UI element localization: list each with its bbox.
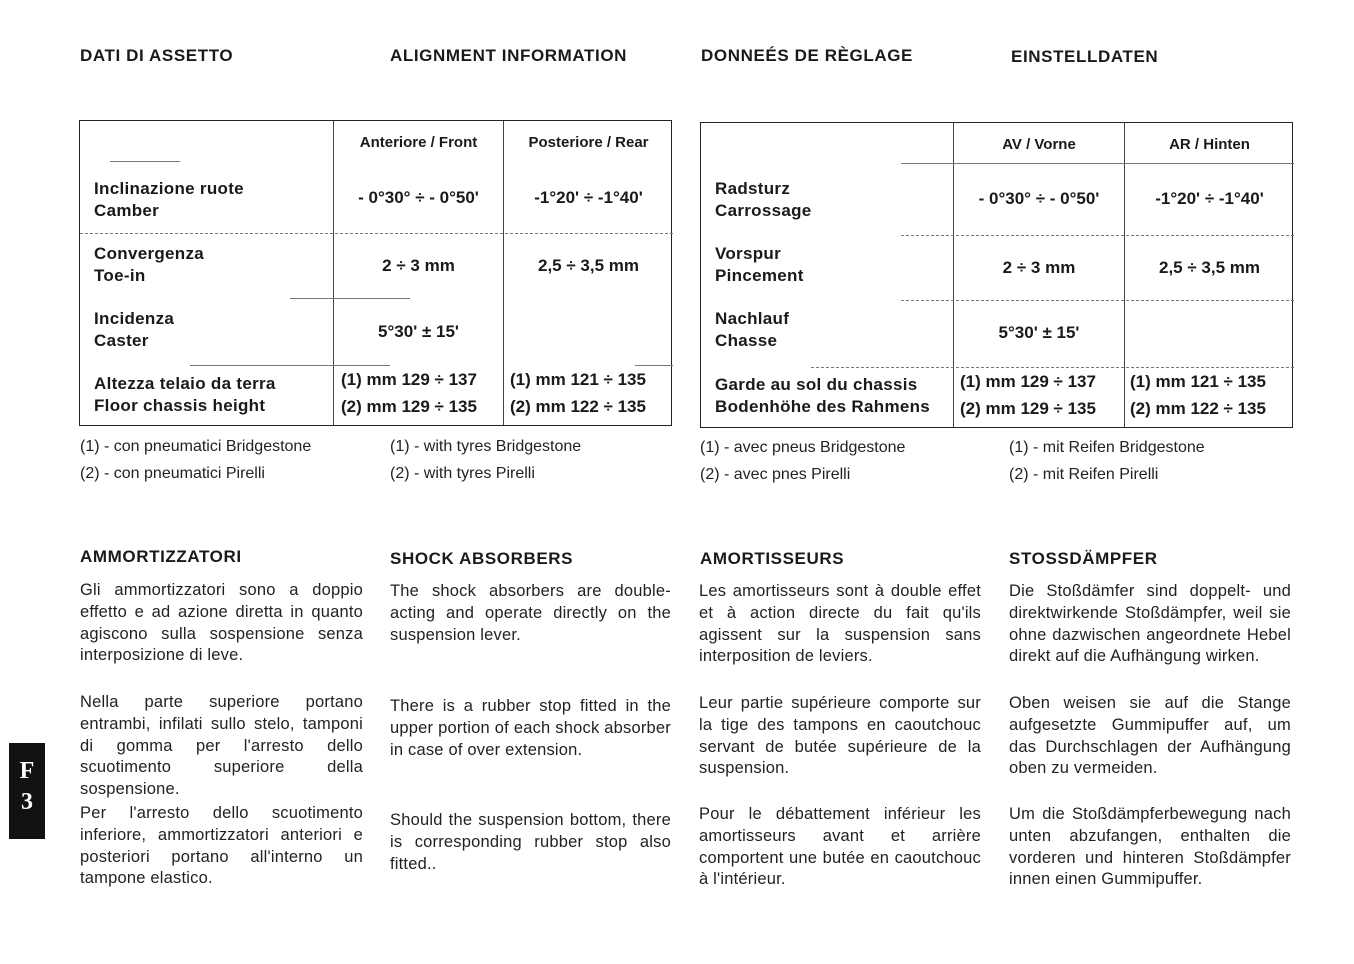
paragraph-it-2: Nella parte superiore portano entrambi, infilati sullo stelo, tamponi di gomma per l'arresto dello scuotimento superiore della sospensione. xyxy=(80,693,363,799)
footnote-it-2: (2) - con pneumatici Pirelli xyxy=(80,465,265,482)
row-label-caster-en: Caster xyxy=(94,331,149,350)
footnote-de-2: (2) - mit Reifen Pirelli xyxy=(1009,466,1159,483)
height-front-value-2: (2) mm 129 ÷ 135 xyxy=(341,397,477,416)
paragraph-fr-3: Pour le débattement inférieur les amortisseurs avant et arrière comportent une butée en caoutchouc à l'intérieur. xyxy=(699,805,981,889)
paragraph-it-3: Per l'arresto dello scuotimento inferiore, ammortizzatori anteriori e posteriori portano all'interno un tampone elastico. xyxy=(80,804,363,888)
paragraph-fr-1: Les amortisseurs sont à double effet et à action directe du fait qu'ils agissent sur la suspension sans interposition de leviers. xyxy=(699,582,981,666)
height-rear-value-2: (2) mm 122 ÷ 135 xyxy=(1130,399,1266,418)
section-title-it: AMMORTIZZATORI xyxy=(80,547,242,566)
column-header-rear: Posteriore / Rear xyxy=(528,134,649,151)
toe-front-value: 2 ÷ 3 mm xyxy=(1002,258,1076,277)
section-title-de: STOSSDÄMPFER xyxy=(1009,549,1158,568)
column-header-front: Anteriore / Front xyxy=(359,134,478,151)
camber-front-value: - 0°30° ÷ - 0°50' xyxy=(978,189,1100,208)
section-tab-number: 3 xyxy=(21,789,33,815)
height-rear-value-1: (1) mm 121 ÷ 135 xyxy=(510,370,646,389)
caster-front-value: 5°30' ± 15' xyxy=(378,322,459,341)
heading-german: EINSTELLDATEN xyxy=(1011,47,1159,66)
row-label-height-en: Floor chassis height xyxy=(94,396,266,415)
paragraph-en-1: The shock absorbers are double-acting and operate directly on the suspension lever. xyxy=(390,582,671,644)
row-label-toe-fr: Pincement xyxy=(715,266,804,285)
footnote-it-1: (1) - con pneumatici Bridgestone xyxy=(80,438,312,455)
paragraph-de-3: Um die Stoßdämpferbewegung nach unten abzufangen, enthalten die vorderen und hinteren Stoßdämpfer innen einen Gummipuffer. xyxy=(1009,805,1291,889)
footnote-de-1: (1) - mit Reifen Bridgestone xyxy=(1009,439,1205,456)
section-title-fr: AMORTISSEURS xyxy=(700,549,845,568)
heading-italian: DATI DI ASSETTO xyxy=(80,46,234,65)
row-separator xyxy=(80,233,673,234)
row-label-caster-de: Nachlauf xyxy=(715,309,790,328)
toe-rear-value: 2,5 ÷ 3,5 mm xyxy=(538,256,639,275)
height-rear-value-2: (2) mm 122 ÷ 135 xyxy=(510,397,646,416)
column-header-rear: AR / Hinten xyxy=(1169,136,1250,153)
row-label-camber-fr: Carrossage xyxy=(715,201,812,220)
heading-french: DONNEÉS DE RÈGLAGE xyxy=(701,46,913,65)
row-separator xyxy=(901,235,1294,236)
section-tab-letter: F xyxy=(19,758,35,784)
toe-front-value: 2 ÷ 3 mm xyxy=(382,256,455,275)
row-separator xyxy=(901,163,1294,164)
paragraph-de-1: Die Stoßdämfer sind doppelt- und direktwirkende Stoßdämpfer, weil sie ohne dazwischen angeordnete Hebel direkt auf die Aufhängung wirken. xyxy=(1009,582,1291,666)
height-front-value-2: (2) mm 129 ÷ 135 xyxy=(960,399,1096,418)
paragraph-de-2: Oben weisen sie auf die Stange aufgesetzte Gummipuffer auf, um das Durchschlagen der Aufhängung oben zu vermeiden. xyxy=(1009,694,1291,778)
row-label-toe-it: Convergenza xyxy=(94,244,205,263)
row-label-toe-en: Toe-in xyxy=(94,266,146,285)
column-header-front: AV / Vorne xyxy=(1002,136,1076,153)
paragraph-en-3: Should the suspension bottom, there is corresponding rubber stop also fitted.. xyxy=(390,811,671,873)
alignment-table-fr-de xyxy=(700,122,1293,428)
height-front-value-1: (1) mm 129 ÷ 137 xyxy=(341,370,477,389)
row-label-height-de: Bodenhöhe des Rahmens xyxy=(715,397,931,416)
height-front-value-1: (1) mm 129 ÷ 137 xyxy=(960,372,1096,391)
row-separator xyxy=(901,300,1294,301)
footnote-en-1: (1) - with tyres Bridgestone xyxy=(390,438,582,455)
row-separator xyxy=(290,298,410,299)
row-label-toe-de: Vorspur xyxy=(715,244,782,263)
row-label-height-it: Altezza telaio da terra xyxy=(94,374,276,393)
row-label-caster-fr: Chasse xyxy=(715,331,778,350)
section-title-en: SHOCK ABSORBERS xyxy=(390,549,574,568)
row-label-caster-it: Incidenza xyxy=(94,309,175,328)
toe-rear-value: 2,5 ÷ 3,5 mm xyxy=(1159,258,1260,277)
row-label-camber-it: Inclinazione ruote xyxy=(94,179,244,198)
caster-front-value: 5°30' ± 15' xyxy=(998,323,1080,342)
camber-rear-value: -1°20' ÷ -1°40' xyxy=(1155,189,1264,208)
row-label-camber-en: Camber xyxy=(94,201,160,220)
paragraph-en-2: There is a rubber stop fitted in the upper portion of each shock absorber in case of over extension. xyxy=(390,697,671,759)
footnote-en-2: (2) - with tyres Pirelli xyxy=(390,465,535,482)
footnote-fr-2: (2) - avec pnes Pirelli xyxy=(700,466,851,483)
camber-rear-value: -1°20' ÷ -1°40' xyxy=(534,188,643,207)
paragraph-fr-2: Leur partie supérieure comporte sur la tige des tampons en caoutchouc servant de butée supérieure de la suspension. xyxy=(699,694,981,778)
row-separator xyxy=(110,161,180,162)
section-tab xyxy=(9,743,45,839)
height-rear-value-1: (1) mm 121 ÷ 135 xyxy=(1130,372,1266,391)
heading-english: ALIGNMENT INFORMATION xyxy=(390,46,628,65)
footnote-fr-1: (1) - avec pneus Bridgestone xyxy=(700,439,906,456)
paragraph-it-1: Gli ammortizzatori sono a doppio effetto e ad azione diretta in quanto agiscono sulla sospensione senza interposizione di leve. xyxy=(80,581,363,665)
camber-front-value: - 0°30° ÷ - 0°50' xyxy=(358,188,479,207)
row-label-camber-de: Radsturz xyxy=(715,179,791,198)
row-label-height-fr: Garde au sol du chassis xyxy=(715,375,918,394)
alignment-table-it-en xyxy=(79,120,672,426)
